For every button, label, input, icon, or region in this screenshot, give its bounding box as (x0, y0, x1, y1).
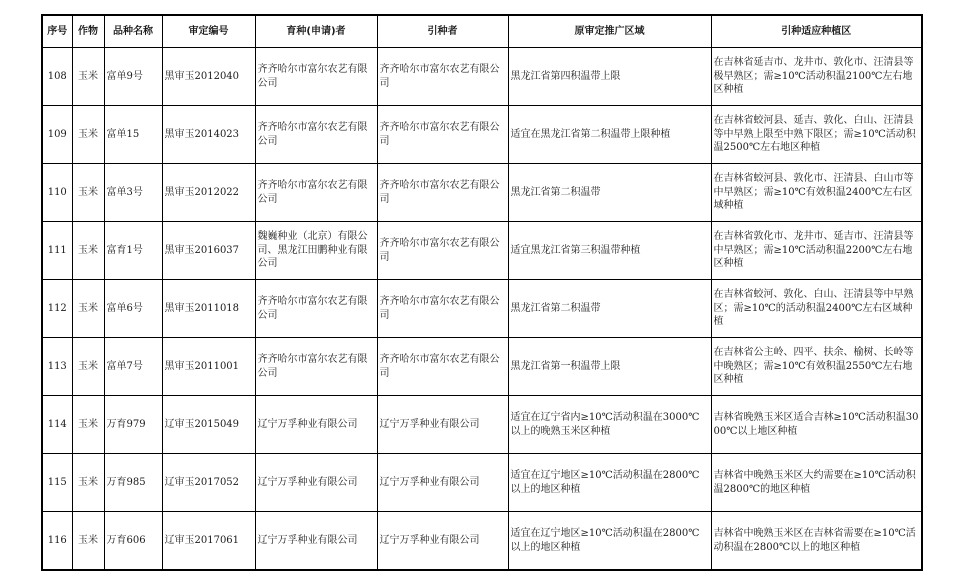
cell-orig-region: 适宜在辽宁地区≥10℃活动积温在2800℃以上的地区种植 (508, 512, 711, 571)
cell-variety: 富单15 (104, 106, 162, 164)
table-row (42, 396, 922, 454)
header-variety: 品种名称 (104, 15, 162, 48)
cell-variety: 富单7号 (104, 338, 162, 396)
cell-code: 黑审玉2016037 (162, 222, 255, 280)
table-row (42, 164, 922, 222)
cell-crop: 玉米 (72, 222, 104, 280)
cell-crop: 玉米 (72, 396, 104, 454)
cell-introducer: 齐齐哈尔市富尔农艺有限公司 (377, 280, 508, 338)
cell-variety: 富单6号 (104, 280, 162, 338)
cell-breeder: 辽宁万孚种业有限公司 (255, 512, 377, 571)
cell-variety: 富单3号 (104, 164, 162, 222)
cell-crop: 玉米 (72, 280, 104, 338)
cell-crop: 玉米 (72, 106, 104, 164)
cell-code: 黑审玉2011018 (162, 280, 255, 338)
cell-introducer: 辽宁万孚种业有限公司 (377, 454, 508, 512)
cell-breeder: 辽宁万孚种业有限公司 (255, 454, 377, 512)
header-orig-region: 原审定推广区域 (508, 15, 711, 48)
cell-no: 116 (42, 512, 72, 571)
cell-code: 辽审玉2017061 (162, 512, 255, 571)
cell-crop: 玉米 (72, 512, 104, 571)
table-row (42, 106, 922, 164)
cell-no: 109 (42, 106, 72, 164)
cell-no: 112 (42, 280, 72, 338)
cell-adapt-region: 在吉林省敦化市、龙井市、延吉市、汪清县等中早熟区；需≥10℃活动积温2200℃左右地区种植 (711, 222, 922, 280)
cell-code: 黑审玉2011001 (162, 338, 255, 396)
header-introducer: 引种者 (377, 15, 508, 48)
cell-crop: 玉米 (72, 454, 104, 512)
cell-introducer: 辽宁万孚种业有限公司 (377, 512, 508, 571)
header-code: 审定编号 (162, 15, 255, 48)
cell-no: 110 (42, 164, 72, 222)
cell-orig-region: 适宜黑龙江省第三积温带种植 (508, 222, 711, 280)
table-row (42, 48, 922, 106)
cell-orig-region: 适宜在黑龙江省第二积温带上限种植 (508, 106, 711, 164)
document-page (41, 14, 923, 571)
cell-code: 辽审玉2015049 (162, 396, 255, 454)
cell-introducer: 齐齐哈尔市富尔农艺有限公司 (377, 222, 508, 280)
header-breeder: 育种(申请)者 (255, 15, 377, 48)
cell-orig-region: 适宜在辽宁地区≥10℃活动积温在2800℃以上的地区种植 (508, 454, 711, 512)
cell-adapt-region: 在吉林省延吉市、龙井市、敦化市、汪清县等极早熟区；需≥10℃活动积温2100℃左右地区种植 (711, 48, 922, 106)
cell-code: 黑审玉2012022 (162, 164, 255, 222)
table-row (42, 280, 922, 338)
header-crop: 作物 (72, 15, 104, 48)
cell-breeder: 齐齐哈尔市富尔农艺有限公司 (255, 106, 377, 164)
cell-adapt-region: 吉林省晚熟玉米区适合吉林≥10℃活动积温3000℃以上地区种植 (711, 396, 922, 454)
cell-code: 黑审玉2014023 (162, 106, 255, 164)
cell-breeder: 齐齐哈尔市富尔农艺有限公司 (255, 280, 377, 338)
cell-adapt-region: 在吉林省蛟河县、延吉、敦化、白山、汪清县等中早熟上限至中熟下限区；需≥10℃活动积温2500℃左右地区种植 (711, 106, 922, 164)
cell-orig-region: 黑龙江省第二积温带 (508, 164, 711, 222)
cell-breeder: 齐齐哈尔市富尔农艺有限公司 (255, 338, 377, 396)
cell-adapt-region: 吉林省中晚熟玉米区大约需要在≥10℃活动积温2800℃的地区种植 (711, 454, 922, 512)
cell-orig-region: 黑龙江省第四积温带上限 (508, 48, 711, 106)
cell-introducer: 辽宁万孚种业有限公司 (377, 396, 508, 454)
cell-variety: 万育979 (104, 396, 162, 454)
cell-code: 辽审玉2017052 (162, 454, 255, 512)
table-row (42, 338, 922, 396)
cell-no: 113 (42, 338, 72, 396)
cell-introducer: 齐齐哈尔市富尔农艺有限公司 (377, 106, 508, 164)
cell-orig-region: 黑龙江省第一积温带上限 (508, 338, 711, 396)
cell-breeder: 辽宁万孚种业有限公司 (255, 396, 377, 454)
cell-no: 114 (42, 396, 72, 454)
variety-table (41, 14, 923, 571)
cell-no: 111 (42, 222, 72, 280)
cell-no: 115 (42, 454, 72, 512)
cell-introducer: 齐齐哈尔市富尔农艺有限公司 (377, 164, 508, 222)
cell-variety: 万育985 (104, 454, 162, 512)
header-adapt-region: 引种适应种植区 (711, 15, 922, 48)
cell-adapt-region: 在吉林省公主岭、四平、扶余、榆树、长岭等中晚熟区；需≥10℃有效积温2550℃左右地区种植 (711, 338, 922, 396)
cell-crop: 玉米 (72, 48, 104, 106)
cell-adapt-region: 在吉林省蛟河、敦化、白山、汪清县等中早熟区；需≥10℃的活动积温2400℃左右区域种植 (711, 280, 922, 338)
cell-orig-region: 适宜在辽宁省内≥10℃活动积温在3000℃以上的晚熟玉米区种植 (508, 396, 711, 454)
table-row (42, 222, 922, 280)
cell-breeder: 魏巍种业（北京）有限公司、黑龙江田鹏种业有限公司 (255, 222, 377, 280)
cell-adapt-region: 在吉林省蛟河县、敦化市、汪清县、白山市等中早熟区；需≥10℃有效积温2400℃左右区域种植 (711, 164, 922, 222)
cell-crop: 玉米 (72, 164, 104, 222)
cell-breeder: 齐齐哈尔市富尔农艺有限公司 (255, 48, 377, 106)
table-row (42, 512, 922, 571)
cell-variety: 富单9号 (104, 48, 162, 106)
cell-variety: 富育1号 (104, 222, 162, 280)
cell-introducer: 齐齐哈尔市富尔农艺有限公司 (377, 48, 508, 106)
header-no: 序号 (42, 15, 72, 48)
cell-breeder: 齐齐哈尔市富尔农艺有限公司 (255, 164, 377, 222)
cell-introducer: 齐齐哈尔市富尔农艺有限公司 (377, 338, 508, 396)
cell-code: 黑审玉2012040 (162, 48, 255, 106)
cell-orig-region: 黑龙江省第二积温带 (508, 280, 711, 338)
cell-variety: 万育606 (104, 512, 162, 571)
cell-adapt-region: 吉林省中晚熟玉米区在吉林省需要在≥10℃活动积温在2800℃以上的地区种植 (711, 512, 922, 571)
cell-crop: 玉米 (72, 338, 104, 396)
table-row (42, 454, 922, 512)
cell-no: 108 (42, 48, 72, 106)
table-header-row (42, 15, 922, 48)
